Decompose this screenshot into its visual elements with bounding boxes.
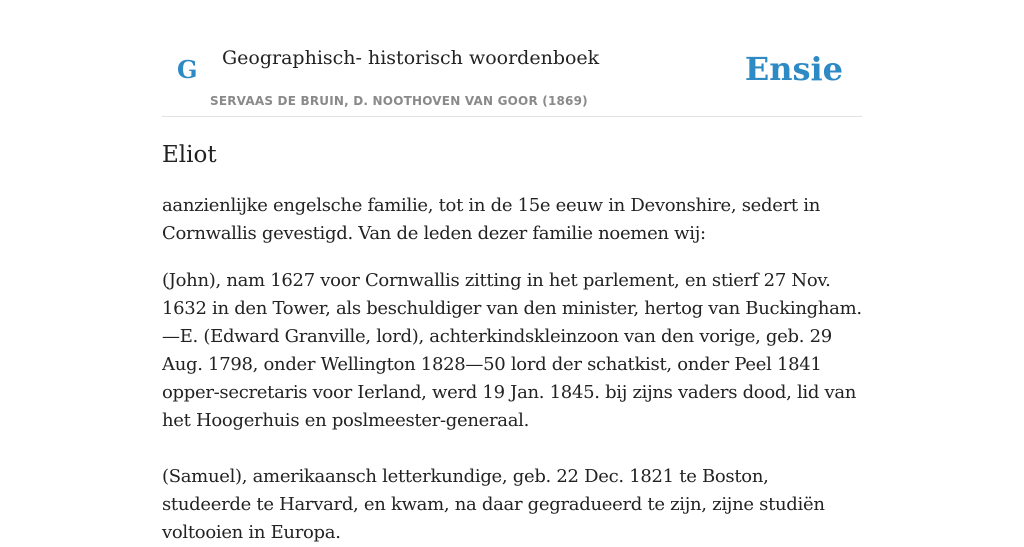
brand-logo-link[interactable]: Ensie [744, 50, 843, 88]
entry-title: Eliot [162, 142, 217, 168]
entry-content [162, 138, 862, 547]
entry-paragraph-intro: aanzienlijke engelsche familie, tot in de 15e eeuw in Devonshire, sedert in Cornwallis gevestigd. Van de leden dezer familie noemen wij: [162, 195, 821, 244]
book-letter-icon[interactable]: G [177, 55, 198, 84]
book-author: SERVAAS DE BRUIN, D. NOOTHOVEN VAN GOOR (1869) [210, 94, 588, 108]
book-title-link[interactable]: Geographisch- historisch woordenboek [222, 47, 600, 69]
book-header [162, 0, 862, 117]
entry-paragraph-samuel: (Samuel), amerikaansch letterkundige, geb. 22 Dec. 1821 te Boston, studeerde te Harvard, en kwam, na daar gegradueerd te zijn, zijne studiën voltooien in Europa. [162, 466, 825, 543]
entry-paragraph-john-edward: (John), nam 1627 voor Cornwallis zitting in het parlement, en stierf 27 Nov. 1632 in den Tower, als beschuldiger van den minister, hertog van Buckingham. —E. (Edward Granville, lord), achterkindskleinzoon van den vorige, geb. 29 Aug. 1798, onder Wellington 1828—50 lord der schatkist, onder Peel 1841 opper-secretaris voor Ierland, werd 19 Jan. 1845. bij zijns vaders dood, lid van het Hoogerhuis en poslmeester-generaal. [162, 270, 862, 431]
